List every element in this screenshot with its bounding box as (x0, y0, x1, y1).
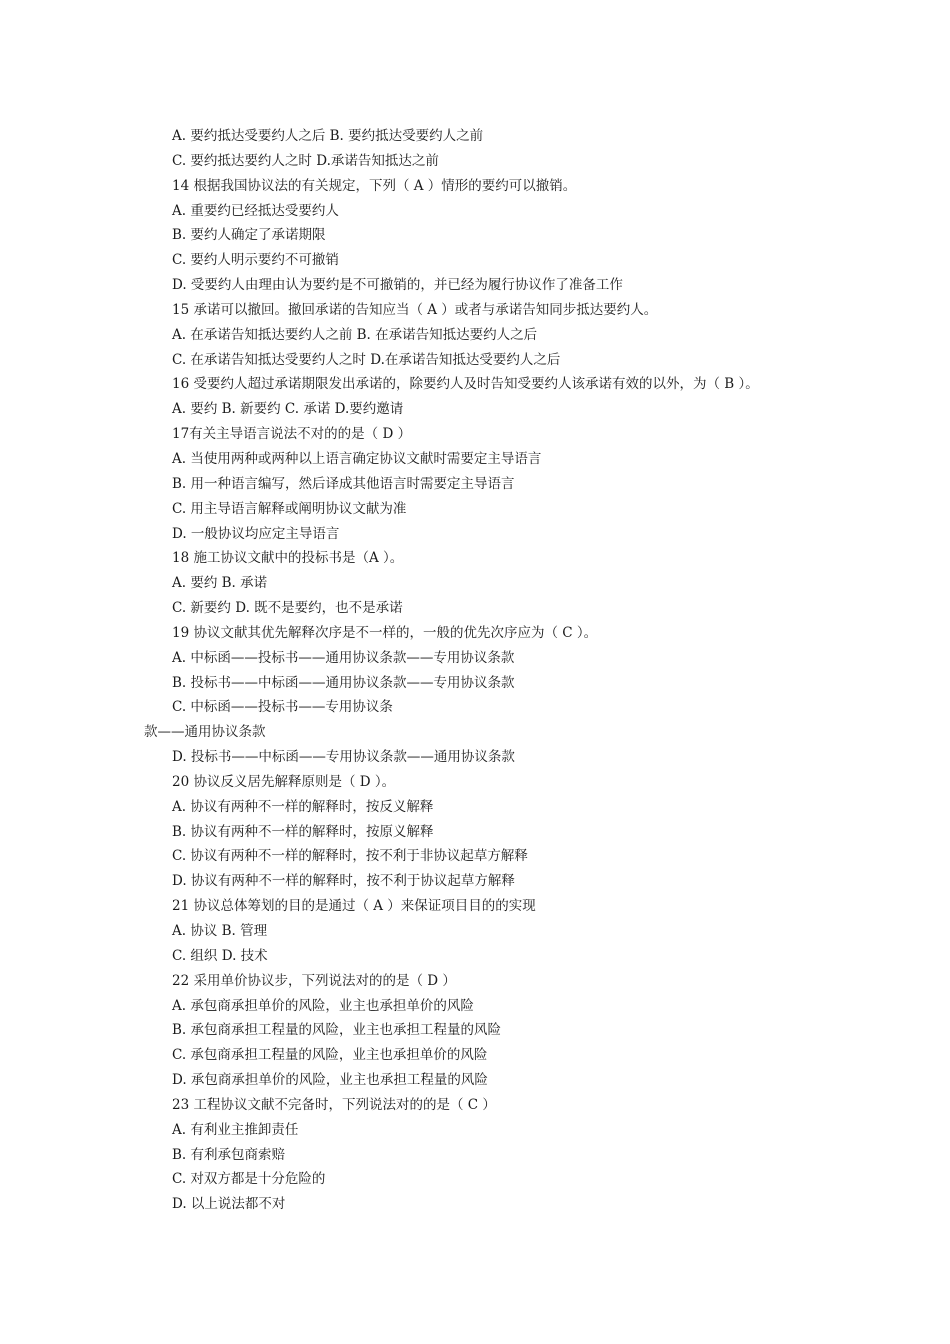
text-line: C. 组织 D. 技术 (172, 947, 268, 964)
text-line: C. 用主导语言解释或阐明协议文献为准 (172, 500, 407, 517)
text-line: C. 新要约 D. 既不是要约，也不是承诺 (172, 600, 403, 617)
text-line: 15 承诺可以撤回。撤回承诺的告知应当（ A ）或者与承诺告知同步抵达要约人。 (172, 301, 658, 318)
text-line: C. 要约抵达要约人之时 D.承诺告知抵达之前 (172, 152, 439, 169)
text-line: 18 施工协议文献中的投标书是（A ）。 (172, 550, 404, 567)
text-line: A. 重要约已经抵达受要约人 (172, 202, 339, 219)
text-line: B. 用一种语言编写，然后译成其他语言时需要定主导语言 (172, 475, 515, 492)
text-line: 17有关主导语言说法不对的的是（ D ） (172, 426, 412, 443)
text-line: B. 承包商承担工程量的风险，业主也承担工程量的风险 (172, 1022, 502, 1039)
text-line: D. 承包商承担单价的风险，业主也承担工程量的风险 (172, 1072, 488, 1089)
text-line: A. 当使用两种或两种以上语言确定协议文献时需要定主导语言 (172, 450, 542, 467)
text-line: B. 协议有两种不一样的解释时，按原义解释 (172, 823, 434, 840)
text-line: A. 在承诺告知抵达要约人之前 B. 在承诺告知抵达要约人之后 (172, 326, 538, 343)
text-line: C. 中标函——投标书——专用协议条 (172, 699, 393, 716)
text-line: A. 协议 B. 管理 (172, 923, 268, 939)
text-line: C. 承包商承担工程量的风险，业主也承担单价的风险 (172, 1047, 488, 1064)
text-line: D. 受要约人由理由认为要约是不可撤销的，并已经为履行协议作了准备工作 (172, 277, 623, 294)
text-line: 23 工程协议文献不完备时，下列说法对的的是（ C ） (172, 1096, 496, 1113)
text-line: A. 有利业主推卸责任 (172, 1121, 299, 1138)
text-line: 14 根据我国协议法的有关规定，下列（ A ）情形的要约可以撤销。 (172, 177, 577, 194)
text-line: B. 要约人确定了承诺期限 (172, 227, 326, 244)
text-line: C. 对双方都是十分危险的 (172, 1171, 326, 1188)
text-line: C. 协议有两种不一样的解释时，按不利于非协议起草方解释 (172, 848, 528, 865)
text-line: D. 以上说法都不对 (172, 1196, 286, 1213)
text-line: 款——通用协议条款 (144, 724, 266, 741)
text-line: A. 协议有两种不一样的解释时，按反义解释 (172, 798, 434, 815)
text-line: A. 承包商承担单价的风险，业主也承担单价的风险 (172, 997, 474, 1014)
document-body (0, 124, 950, 1217)
text-line: D. 协议有两种不一样的解释时，按不利于协议起草方解释 (172, 873, 515, 890)
text-line: D. 投标书——中标函——专用协议条款——通用协议条款 (172, 749, 515, 766)
text-line: 20 协议反义居先解释原则是（ D ）。 (172, 773, 396, 790)
text-line: A. 中标函——投标书——通用协议条款——专用协议条款 (172, 649, 515, 666)
text-line: B. 有利承包商索赔 (172, 1146, 286, 1163)
text-line: B. 投标书——中标函——通用协议条款——专用协议条款 (172, 674, 515, 691)
text-line: 22 采用单价协议步，下列说法对的的是（ D ） (172, 972, 456, 989)
text-line: 16 受要约人超过承诺期限发出承诺的，除要约人及时告知受要约人该承诺有效的以外，为（ B ）。 (172, 376, 759, 393)
text-line: A. 要约抵达受要约人之后 B. 要约抵达受要约人之前 (172, 128, 484, 144)
text-line: D. 一般协议均应定主导语言 (172, 525, 340, 542)
text-line: A. 要约 B. 新要约 C. 承诺 D.要约邀请 (172, 401, 404, 418)
text-line: C. 要约人明示要约不可撤销 (172, 252, 339, 269)
text-line: 19 协议文献其优先解释次序是不一样的，一般的优先次序应为（ C ）。 (172, 624, 598, 641)
text-line: C. 在承诺告知抵达受要约人之时 D.在承诺告知抵达受要约人之后 (172, 351, 561, 368)
text-line: 21 协议总体筹划的目的是通过（ A ）来保证项目目的的实现 (172, 898, 536, 915)
text-line: A. 要约 B. 承诺 (172, 575, 268, 592)
